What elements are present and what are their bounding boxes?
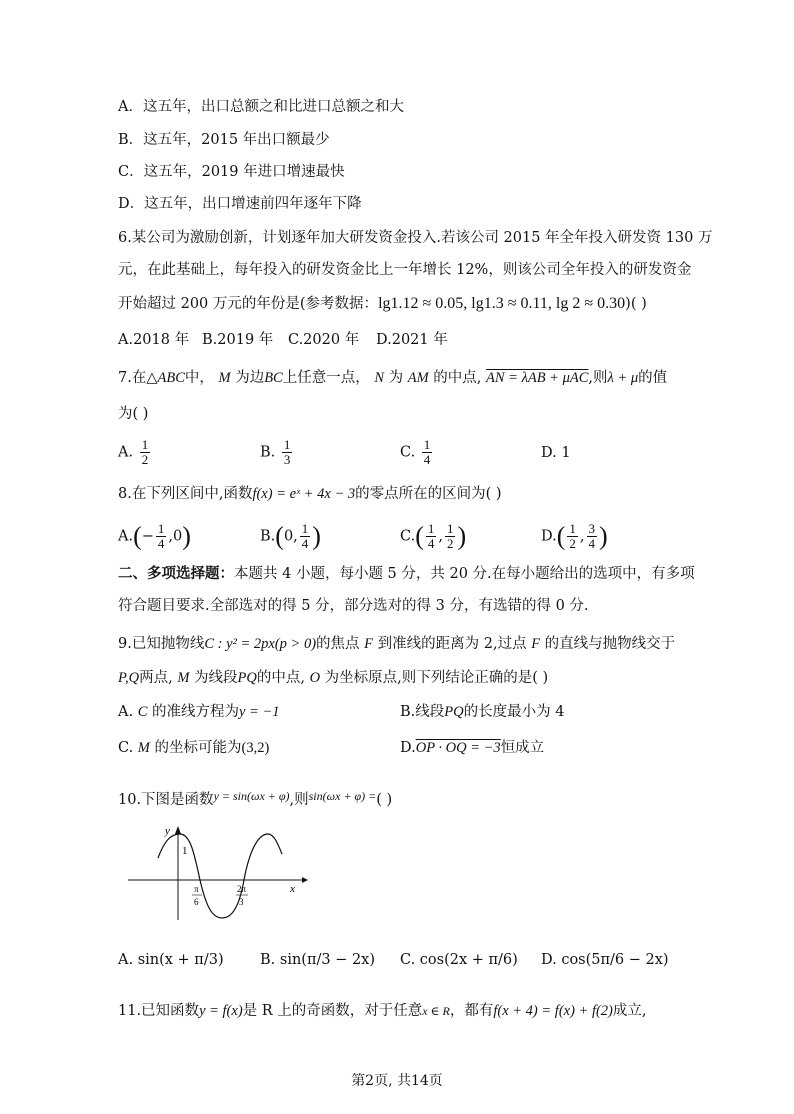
- q10-option-b: B. sin(π/3 − 2x): [260, 952, 376, 968]
- section-title: 二、多项选择题：: [118, 565, 234, 582]
- option-math: M: [137, 740, 150, 756]
- q8-function: f(x) = eˣ + 4x − 3: [252, 486, 356, 502]
- q9-option-c: [118, 738, 269, 758]
- pi-over-6-num: π: [194, 884, 199, 894]
- q7-text: 为边: [235, 370, 265, 386]
- option-label: D.: [400, 740, 416, 756]
- option-text: 的长度最小为 4: [463, 704, 565, 720]
- q5-option-d: D．这五年，出口增速前四年逐年下降: [118, 196, 362, 212]
- q7-triangle: ABC: [157, 370, 185, 386]
- q9-option-a: [118, 702, 280, 722]
- q10-text: 10.下图是函数: [118, 792, 214, 808]
- q7-text: 为: [388, 370, 404, 386]
- option-label: D.: [541, 528, 557, 545]
- y-axis-arrow: [175, 826, 181, 834]
- q9-focus: F: [364, 636, 374, 652]
- y-axis-label: y: [165, 825, 170, 837]
- option-label: A.: [118, 528, 134, 545]
- q9-focus: F: [531, 636, 541, 652]
- q6-option-c: C.2020 年: [288, 332, 360, 348]
- q5-option-a: A．这五年，出口总额之和比进口总额之和大: [118, 99, 404, 115]
- option-label: C.: [400, 528, 416, 545]
- pi-over-6-den: 6: [194, 897, 199, 907]
- x-axis-arrow: [302, 877, 308, 883]
- q9-segment: PQ: [237, 670, 257, 686]
- q7-side: BC: [264, 370, 283, 386]
- q6-option-d: D.2021 年: [376, 332, 448, 348]
- option-math: PQ: [444, 704, 464, 720]
- q7-vector-equation: AN = λAB + μAC: [486, 370, 589, 386]
- q7-text: ,则: [588, 370, 608, 386]
- q11-text: 11.已知函数: [118, 1003, 200, 1019]
- sine-curve: [158, 834, 282, 918]
- fraction: [140, 438, 151, 467]
- option-text: 的准线方程为: [151, 704, 239, 720]
- q11-domain: x ∈ R: [422, 1004, 450, 1018]
- q10-option-a: A. sin(x + π/3): [118, 952, 224, 968]
- q9-option-b: [400, 702, 564, 722]
- q7-text: 的中点,: [433, 370, 482, 386]
- q6-line-2: 元，在此基础上，每年投入的研发资金比上一年增长 12%，则该公司全年投入的研发资金: [118, 262, 692, 278]
- q7-segment: AM: [407, 370, 429, 386]
- option-label: C.: [118, 740, 134, 756]
- y-intercept-label: 1: [182, 845, 188, 857]
- q6-reference-data: lg1.12 ≈ 0.05, lg1.3 ≈ 0.11, lg 2 ≈ 0.30: [378, 295, 626, 312]
- q8-text: 8.在下列区间中,函数: [118, 486, 253, 502]
- denominator: 4: [423, 452, 431, 467]
- q9-text: 到准线的距离为 2,过点: [377, 636, 527, 652]
- q11-text: 成立,: [612, 1003, 647, 1019]
- option-label: B.: [260, 444, 276, 461]
- option-math: (3,2): [241, 740, 270, 756]
- q7-text: 7.在△: [118, 370, 158, 386]
- q7-line-2: 为( ): [118, 406, 149, 422]
- q11-text: ，都有: [449, 1003, 494, 1019]
- q7-text: 上任意一点，: [282, 370, 370, 386]
- q7-option-a: [118, 438, 152, 467]
- q10-option-d: D. cos(5π/6 − 2x): [541, 952, 669, 968]
- x-axis-label: x: [290, 883, 295, 895]
- option-math: y = −1: [238, 704, 280, 720]
- section-2-line-2: 符合题目要求.全部选对的得 5 分，部分选对的得 3 分，有选错的得 0 分.: [118, 598, 589, 614]
- q9-points: P,Q: [118, 670, 140, 686]
- q7-text: 中，: [184, 370, 214, 386]
- q6-line-3: [118, 294, 647, 314]
- page-number-footer: 第2页, 共14页: [351, 1073, 443, 1089]
- numerator: 1: [141, 437, 149, 452]
- q7-line-1: [118, 368, 667, 388]
- q11-equation: f(x + 4) = f(x) + f(2): [493, 1003, 613, 1019]
- q6-line-1: 6.某公司为激励创新，计划逐年加大研发资金投入.若该公司 2015 年全年投入研发资 130 万: [118, 230, 713, 246]
- q7-point-m: M: [218, 370, 231, 386]
- two-pi-over-3-den: 3: [239, 897, 244, 907]
- q9-parabola: C : y² = 2px(p > 0): [204, 636, 317, 652]
- q8-option-a: A.(− $\frac{1}{4}$ ,0): [118, 521, 191, 551]
- q9-option-d: [400, 738, 544, 758]
- q9-text: 的焦点: [316, 636, 360, 652]
- q5-option-b: B．这五年，2015 年出口额最少: [118, 132, 330, 148]
- q7-option-b: [260, 438, 294, 467]
- q9-origin: O: [309, 670, 321, 686]
- q9-line-1: [118, 634, 675, 654]
- q9-text: 为坐标原点,则下列结论正确的是( ): [324, 670, 549, 686]
- numerator: 1: [283, 437, 291, 452]
- q6-line-3-text: 开始超过 200 万元的年份是(参考数据：: [118, 296, 379, 312]
- q7-option-c: [400, 438, 434, 467]
- q10-expression: sin(ωx + φ) =: [308, 789, 377, 803]
- q10-text: ( ): [376, 792, 393, 808]
- two-pi-over-3-num: 2π: [237, 884, 247, 894]
- q10-text: ,则: [289, 792, 309, 808]
- q10-option-c: C. cos(2x + π/6): [400, 952, 518, 968]
- denominator: 3: [283, 452, 291, 467]
- q7-text: 的值: [638, 370, 668, 386]
- q9-line-2: [118, 668, 548, 688]
- option-label: D.: [541, 445, 557, 461]
- option-text: 恒成立: [500, 740, 545, 756]
- section-instructions: 本题共 4 小题，每小题 5 分，共 20 分.在每小题给出的选项中，有多项: [234, 566, 695, 582]
- q6-answer-paren: )( ): [625, 296, 647, 312]
- option-text: 的坐标可能为: [154, 740, 242, 756]
- q7-point-n: N: [374, 370, 385, 386]
- q10-function: y = sin(ωx + φ): [213, 789, 290, 803]
- option-label: C.: [400, 444, 416, 461]
- numerator: 1: [423, 437, 431, 452]
- q9-text: 两点,: [139, 670, 173, 686]
- q5-option-c: C．这五年，2019 年进口增速最快: [118, 164, 345, 180]
- q9-text: 的直线与抛物线交于: [544, 636, 676, 652]
- q8-option-b: B.(0, $\frac{1}{4}$ ): [260, 521, 321, 551]
- q10-sine-graph: [120, 820, 320, 925]
- q6-option-a: A.2018 年: [118, 332, 190, 348]
- q10-line: [118, 786, 392, 810]
- option-label: A.: [118, 704, 134, 720]
- q9-midpoint: M: [177, 670, 190, 686]
- q11-function: y = f(x): [199, 1003, 243, 1019]
- q7-option-d: [541, 443, 571, 463]
- option-math: OP · OQ = −3: [415, 740, 501, 756]
- q9-text: 的中点,: [256, 670, 305, 686]
- q8-option-c: C.( $\frac{1}{4}$ , $\frac{1}{2}$ ): [400, 521, 467, 551]
- option-text: B.线段: [400, 704, 445, 720]
- section-2-line-1: [118, 564, 695, 584]
- q7-sum: λ + μ: [607, 370, 639, 386]
- fraction: [282, 438, 293, 467]
- q8-option-d: D.( $\frac{1}{2}$ , $\frac{3}{4}$ ): [541, 521, 608, 551]
- q11-text: 是 R 上的奇函数，对于任意: [242, 1003, 423, 1019]
- q9-text: 为线段: [194, 670, 238, 686]
- q9-text: 9.已知抛物线: [118, 636, 205, 652]
- fraction: [422, 438, 433, 467]
- option-label: B.: [260, 528, 276, 545]
- q6-option-b: B.2019 年: [202, 332, 274, 348]
- option-value: 1: [561, 445, 571, 461]
- option-math: C: [137, 704, 148, 720]
- q8-line: [118, 484, 502, 504]
- option-label: A.: [118, 444, 134, 461]
- denominator: 2: [141, 452, 149, 467]
- q11-line: [118, 1001, 647, 1021]
- q8-text: 的零点所在的区间为( ): [355, 486, 502, 502]
